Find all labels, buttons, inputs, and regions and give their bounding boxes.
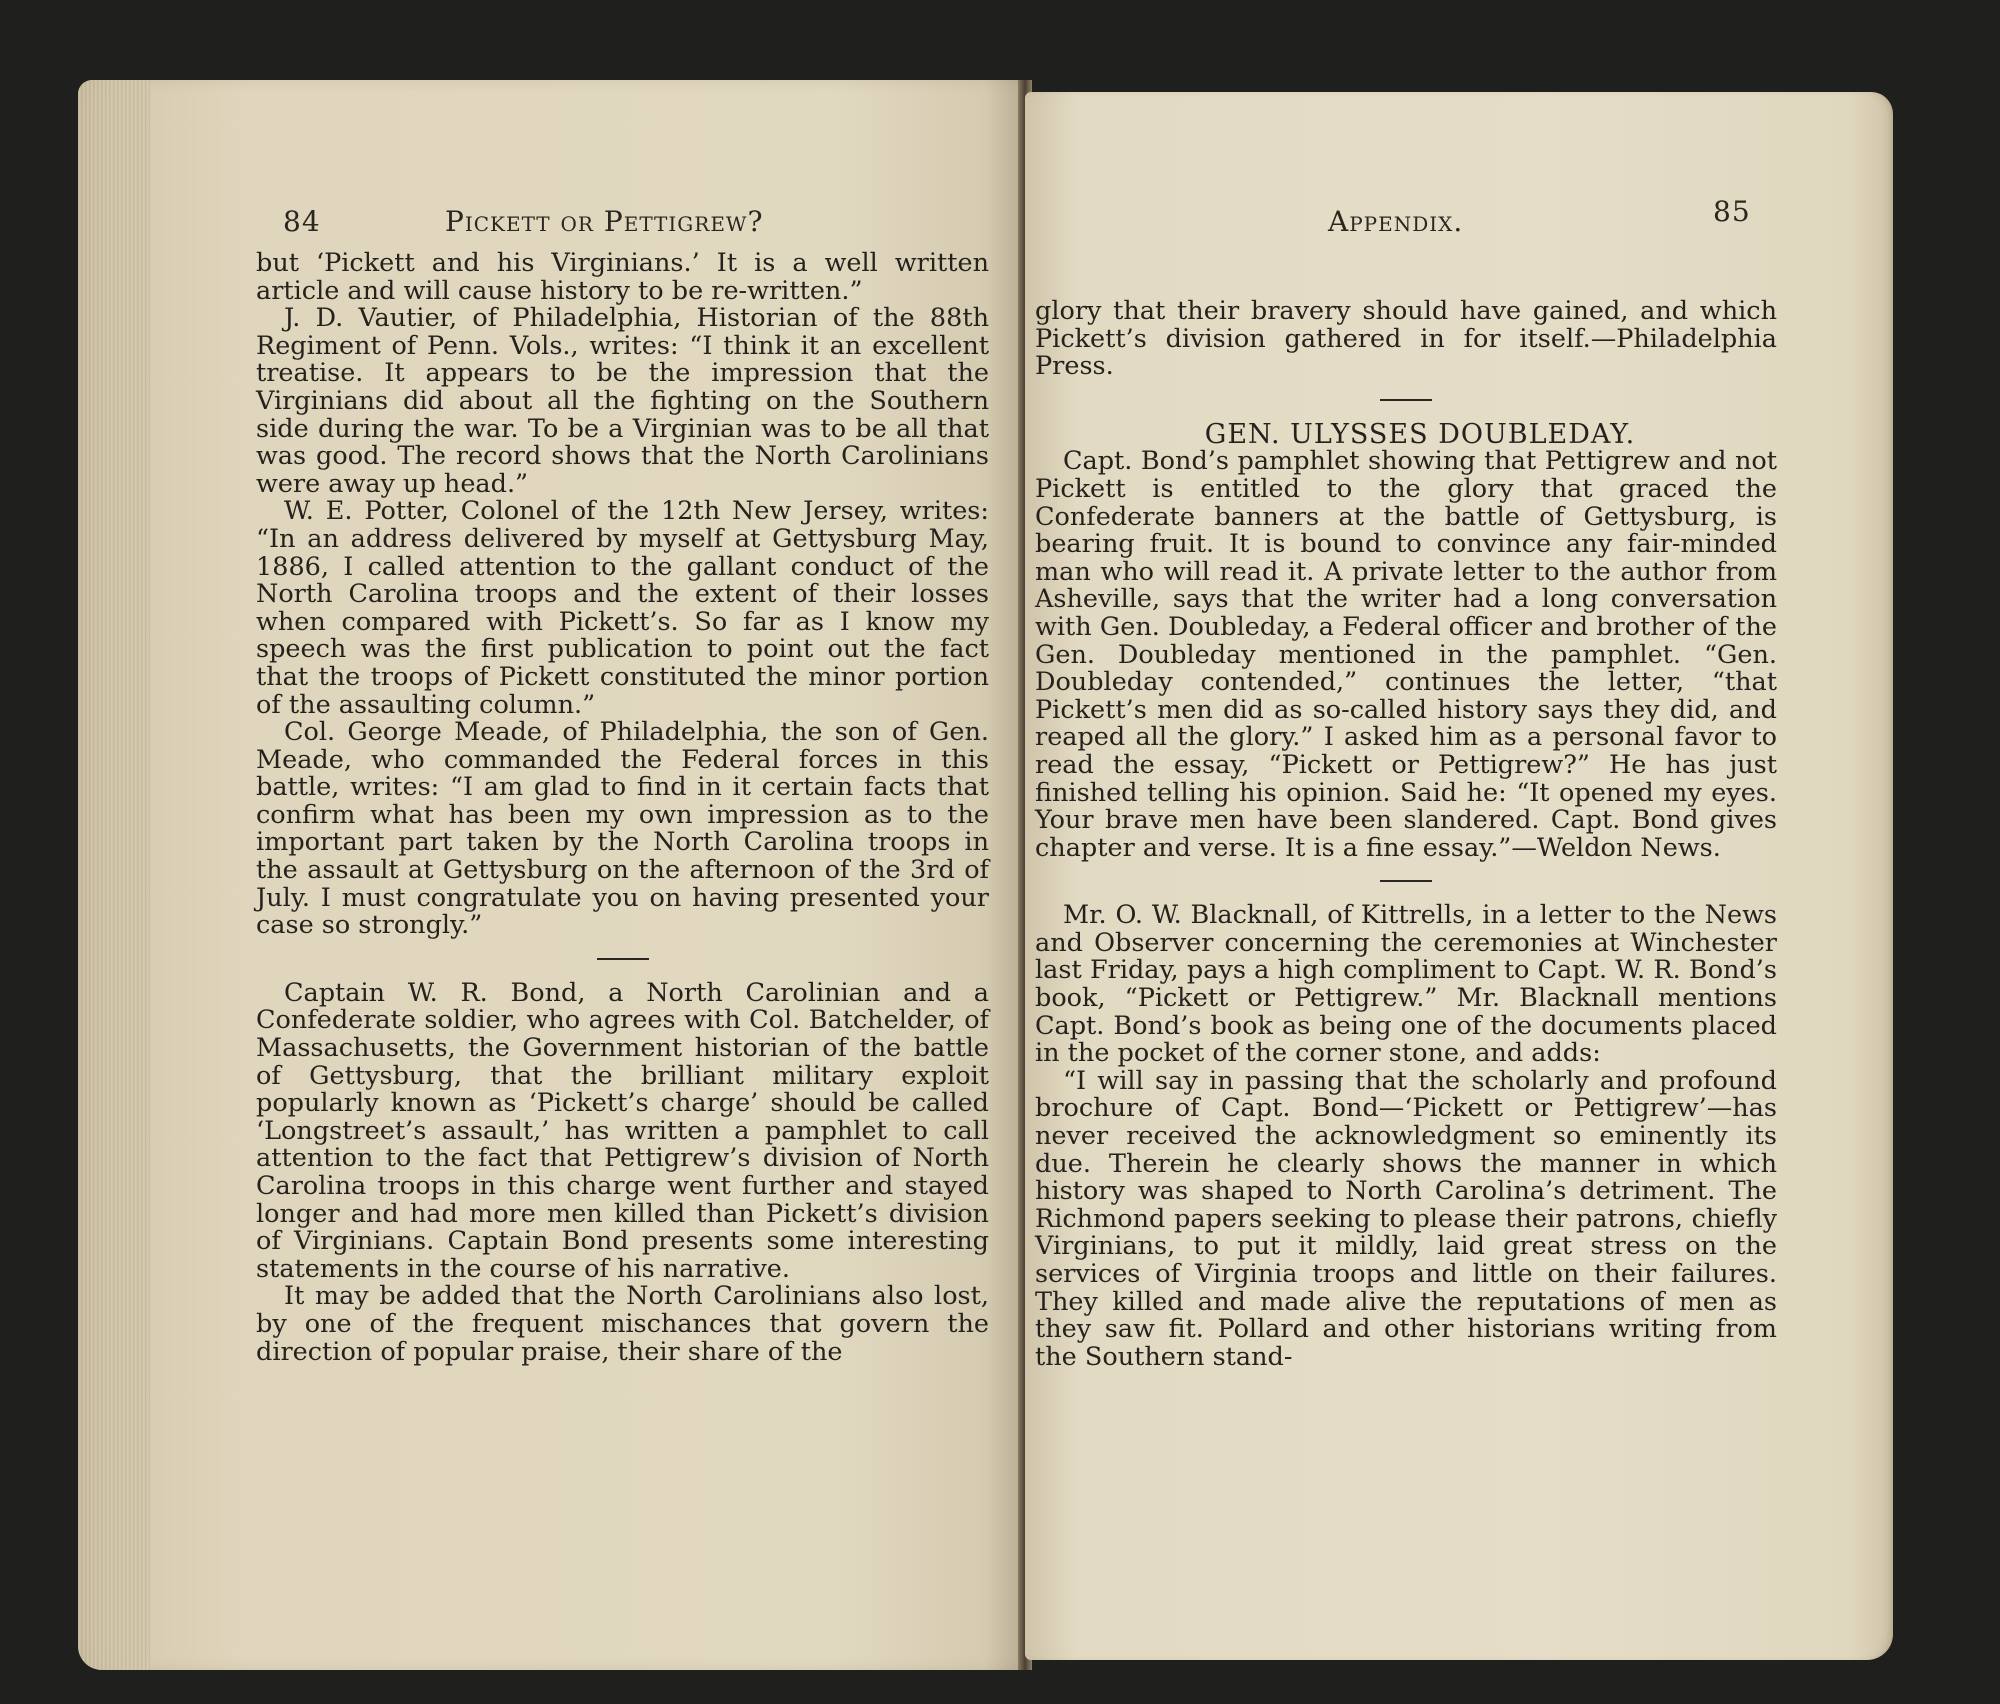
paragraph: but ‘Pickett and his Virginians.’ It is a well written article and will cause history to be re-written.”: [256, 248, 989, 306]
paragraph: Col. George Meade, of Philadelphia, the son of Gen. Meade, who commanded the Federal forces in this battle, writes: “I am glad to find in it certain facts that confirm what has been my own impression as to the important part taken by the North Carolina troops in the assault at Gettysburg on the afternoon of the 3rd of July. I must congratulate you on having presented your case so strongly.”: [256, 717, 989, 941]
paragraph: Mr. O. W. Blacknall, of Kittrells, in a letter to the News and Observer concerning the ceremonies at Winchester last Friday, pays a high compliment to Capt. W. R. Bond’s book, “Pickett or Pettigrew.” Mr. Blacknall mentions Capt. Bond’s book as being one of the documents placed in the pocket of the corner stone, and adds:: [1035, 900, 1777, 1069]
right-text-column: [1035, 298, 1777, 1371]
paragraph: Capt. Bond’s pamphlet showing that Pettigrew and not Pickett is entitled to the glory that graced the Confederate banners at the battle of Gettysburg, is bearing fruit. It is bound to convince any fair-minded man who will read it. A private letter to the author from Asheville, says that the writer had a long conversation with Gen. Doubleday, a Federal officer and brother of the Gen. Doubleday mentioned in the pamphlet. “Gen. Doubleday contended,” continues the letter, “that Pickett’s men did as so-called history says they did, and reaped all the glory.” I asked him as a personal favor to read the essay, “Pickett or Pettigrew?” He has just finished telling his opinion. Said he: “It opened my eyes. Your brave men have been slandered. Capt. Bond gives chapter and verse. It is a fine essay.”—Weldon News.: [1035, 446, 1777, 863]
right-running-head: Appendix.: [1328, 205, 1464, 238]
paragraph: W. E. Potter, Colonel of the 12th New Jersey, writes: “In an address delivered by myself at Gettysburg May, 1886, I called attention to the gallant conduct of the North Carolina troops and the extent of their losses when compared with Pickett’s. So far as I know my speech was the first publication to point out the fact that the troops of Pickett constituted the minor portion of the assaulting column.”: [256, 496, 989, 720]
section-rule: [597, 958, 649, 960]
section-rule: [1380, 880, 1432, 882]
section-heading: GEN. ULYSSES DOUBLEDAY.: [1204, 418, 1636, 450]
paragraph: J. D. Vautier, of Philadelphia, Historian of the 88th Regiment of Penn. Vols., writes: “I think it an excellent treatise. It appears to be the impression that the Virginians did about all the fighting on the Southern side during the war. To be a Virginian was to be all that was good. The record shows that the North Carolinians were away up head.”: [256, 303, 989, 499]
left-text-column: [256, 250, 989, 1366]
paragraph: It may be added that the North Carolinians also lost, by one of the frequent mischances that govern the direction of popular praise, their share of the: [256, 1281, 989, 1367]
left-running-head: Pickett or Pettigrew?: [445, 205, 764, 238]
right-page-number: 85: [1713, 195, 1751, 228]
paragraph: Captain W. R. Bond, a North Carolinian and a Confederate soldier, who agrees with Col. Batchelder, of Massachusetts, the Government historian of the battle of Gettysburg, that the brilliant military exploit popularly known as ‘Pickett’s charge’ should be called ‘Longstreet’s assault,’ has written a pamphlet to call attention to the fact that Pettigrew’s division of North Carolina troops in this charge went further and stayed longer and had more men killed than Pickett’s division of Virginians. Captain Bond presents some interesting statements in the course of his narrative.: [256, 977, 989, 1284]
section-rule: [1380, 399, 1432, 401]
paragraph: “I will say in passing that the scholarly and profound brochure of Capt. Bond—‘Pickett or Pettigrew’—has never received the acknowledgment so eminently its due. Therein he clearly shows the manner in which history was shaped to North Carolina’s detriment. The Richmond papers seeking to please their patrons, chiefly Virginians, to put it mildly, laid great stress on the services of Virginia troops and little on their failures. They killed and made alive the reputations of men as they saw fit. Pollard and other historians writing from the Southern stand-: [1035, 1065, 1777, 1372]
left-page-number: 84: [283, 205, 321, 238]
paragraph: glory that their bravery should have gained, and which Pickett’s division gathered in for itself.—Philadelphia Press.: [1035, 296, 1777, 382]
